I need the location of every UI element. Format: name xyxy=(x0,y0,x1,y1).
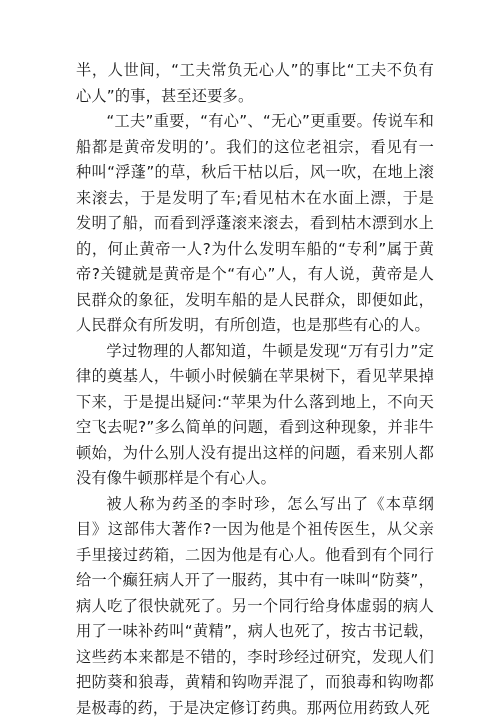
paragraph-3: 学过物理的人都知道，牛顿是发现“万有引力”定律的奠基人，牛顿小时候躺在苹果树下，看见苹果掉下来，于是提出疑问:“苹果为什么落到地上，不向天空飞去呢?”多么简单的问题，看到这种现象，并非牛顿始，为什么别人没有提出这样的问题，看来别人都没有像牛顿那样是个有心人。 xyxy=(76,339,434,492)
paragraph-2: “工夫”重要，“有心”、“无心”更重要。传说车和船都是黄帝发明的’。我们的这位老祖宗，看见有一种叫“浮蓬”的草，秋后干枯以后，风一吹，在地上滚来滚去，于是发明了车;看见枯木在水面上漂，于是发明了船，而看到浮蓬滚来滚去，看到枯木漂到水上的，何止黄帝一人?为什么发明车船的“专利”属于黄帝?关键就是黄帝是个“有心”人，有人说，黄帝是人民群众的象征，发明车船的是人民群众，即便如此，人民群众有所发明，有所创造，也是那些有心的人。 xyxy=(76,109,434,339)
paragraph-1: 半，人世间，“工夫常负无心人”的事比“工夫不负有心人”的事，甚至还要多。 xyxy=(76,58,434,109)
paragraph-4: 被人称为药圣的李时珍，怎么写出了《本草纲目》这部伟大著作?一因为他是个祖传医生，从父亲手里接过药箱，二因为他是有心人。他看到有个同行给一个癫狂病人开了一服药，其中有一味叫“防葵”，病人吃了很快就死了。另一个同行给身体虚弱的病人用了一味补药叫“黄精”，病人也死了，按古书记载，这些药本来都是不错的，李时珍经过研究，发现人们把防葵和狼毒，黄精和钩吻弄混了，而狼毒和钩吻都是极毒的药，于是决定修订药典。那两位用药致人死 xyxy=(76,492,434,721)
